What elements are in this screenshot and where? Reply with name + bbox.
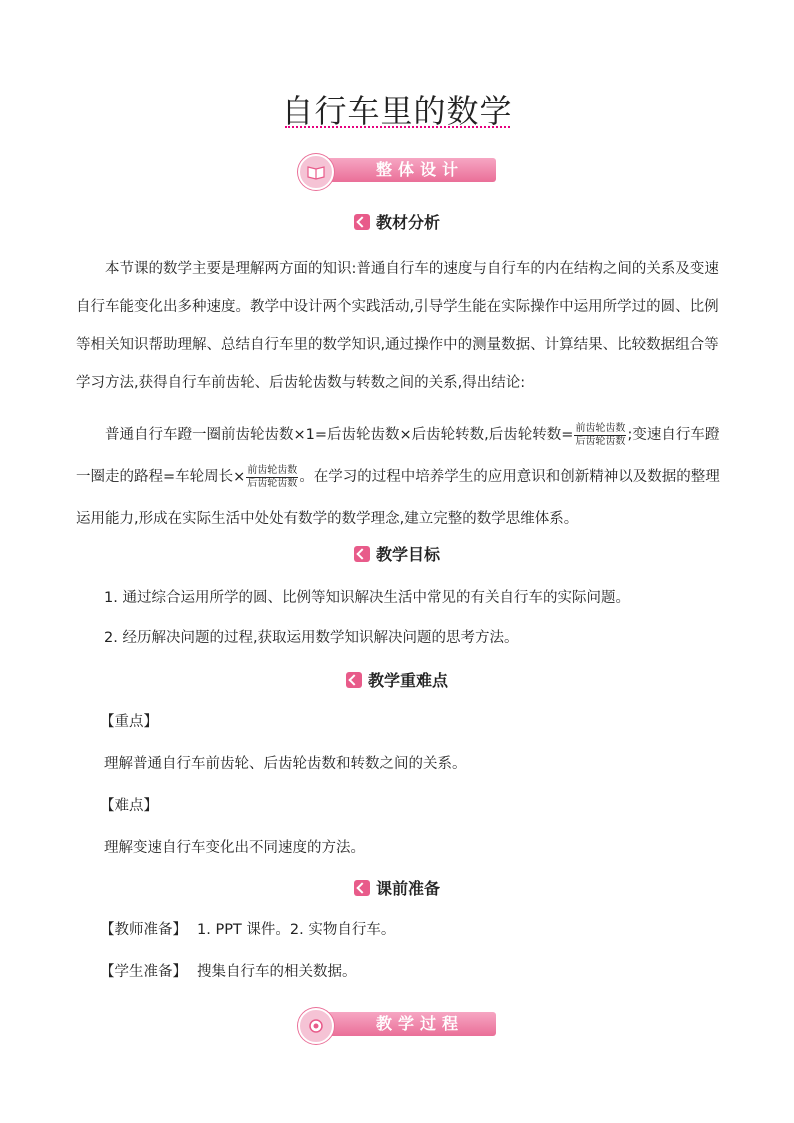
- teacher-preparation: 【教师准备】 1. PPT 课件。2. 实物自行车。: [100, 922, 396, 938]
- student-preparation: 【学生准备】 搜集自行车的相关数据。: [100, 964, 357, 980]
- difficulty-label: 【难点】: [100, 798, 158, 814]
- page-title: 自行车里的数学: [281, 92, 513, 130]
- fraction-gear-ratio: $\frac{\text{前齿轮齿数}}{\text{后齿轮齿数}}$: [575, 422, 626, 447]
- objective-1: 1. 通过综合运用所学的圆、比例等知识解决生活中常见的有关自行车的实际问题。: [104, 590, 630, 606]
- flag-icon: [354, 880, 370, 896]
- banner-bar: [308, 1012, 496, 1036]
- section-heading-objectives: 教学目标: [0, 542, 794, 565]
- focus-label: 【重点】: [100, 714, 158, 730]
- banner-label: 整体设计: [375, 160, 464, 179]
- fraction-gear-ratio-2: $\frac{\text{前齿轮齿数}}{\text{后齿轮齿数}}$: [247, 464, 298, 489]
- banner-label: 教学过程: [375, 1014, 464, 1033]
- difficulty-text: 理解变速自行车变化出不同速度的方法。: [104, 840, 365, 856]
- flag-icon: [354, 546, 370, 562]
- objective-2: 2. 经历解决问题的过程,获取运用数学知识解决问题的思考方法。: [104, 630, 519, 646]
- flag-icon: [354, 214, 370, 230]
- banner-bar: [308, 158, 496, 182]
- book-icon: [298, 154, 334, 190]
- focus-text: 理解普通自行车前齿轮、后齿轮齿数和转数之间的关系。: [104, 756, 467, 772]
- analysis-paragraph-1: 本节课的数学主要是理解两方面的知识:普通自行车的速度与自行车的内在结构之间的关系及变速自行车能变化出多种速度。教学中设计两个实践活动,引导学生能在实际操作中运用所学过的圆、比例等相关知识帮助理解、总结自行车里的数学知识,通过操作中的测量数据、计算结果、比较数据组合等学习方法,获得自行车前齿轮、后齿轮齿数与转数之间的关系,得出结论:: [76, 261, 719, 391]
- section-banner-overall-design: [298, 154, 496, 186]
- title-underline: [285, 126, 510, 128]
- section-heading-analysis: 教材分析: [0, 210, 794, 233]
- analysis-paragraph-2: 普通自行车蹬一圈前齿轮齿数×1=后齿轮齿数×后齿轮转数,后齿轮转数= $\frac{\text{前齿轮齿数}}{\text{后齿轮齿数}}$ ;变速自行车蹬一圈走的路程=车轮周长× $\frac{\text{前齿轮齿数}}{\text{后齿轮齿数}}$ 。在学习的过程中培养学生的应用意识和创新精神以及数据的整理运用能力,形成在实际生活中处处有数学的数学理念,建立完整的数学思维体系。: [76, 422, 720, 527]
- section-heading-preparation: 课前准备: [0, 876, 794, 899]
- gear-icon: [298, 1008, 334, 1044]
- section-heading-key-points: 教学重难点: [0, 668, 794, 691]
- section-banner-teaching-process: [298, 1008, 496, 1040]
- flag-icon: [346, 672, 362, 688]
